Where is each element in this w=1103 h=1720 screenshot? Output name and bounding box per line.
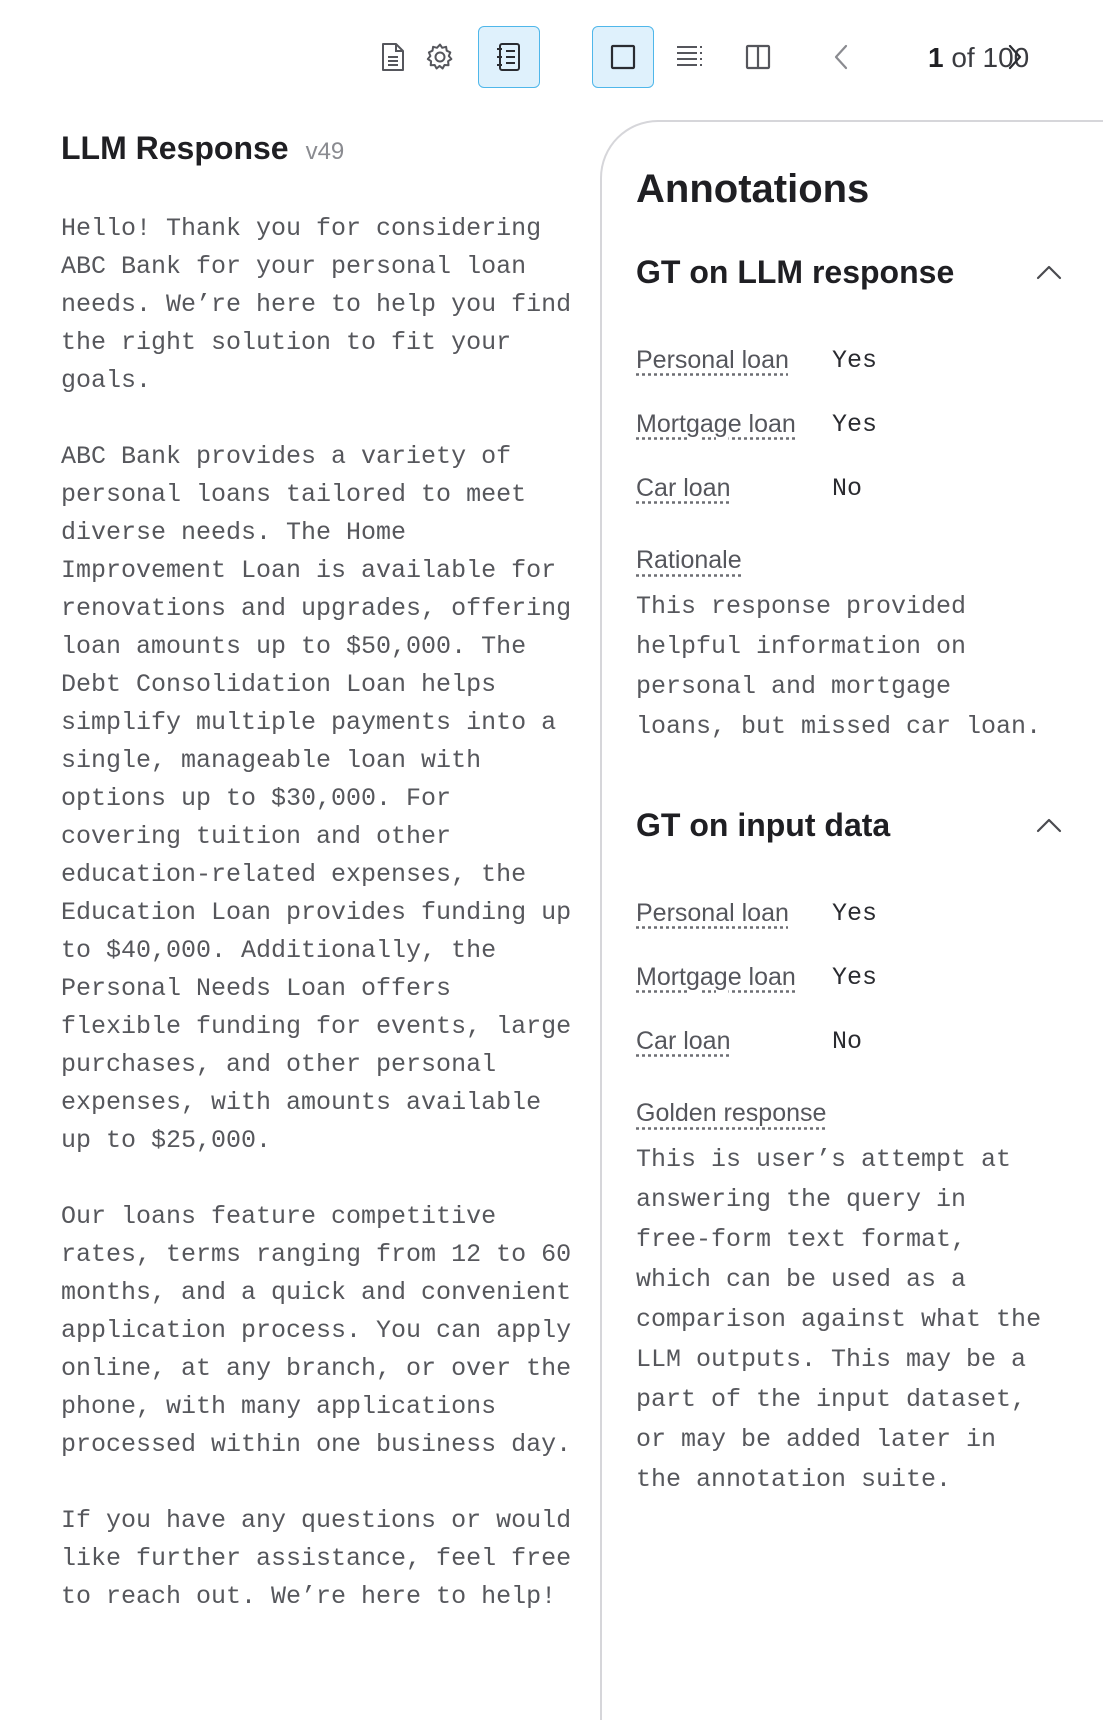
field-label: Personal loan [636, 345, 789, 374]
field-label: Car loan [636, 473, 731, 502]
field-label: Mortgage loan [636, 962, 796, 991]
section-title: GT on LLM response [636, 253, 955, 290]
chevron-up-icon[interactable] [1032, 255, 1066, 289]
version-badge: v49 [305, 138, 345, 165]
field-mortgage-loan [636, 945, 1066, 1009]
field-label: Personal loan [636, 898, 789, 927]
field-label: Car loan [636, 1026, 731, 1055]
section-gt-llm-response [636, 252, 1066, 747]
chevron-right-icon [1006, 43, 1024, 71]
single-view-button[interactable] [592, 26, 654, 88]
chevron-up-icon[interactable] [1032, 808, 1066, 842]
gear-icon [425, 42, 455, 72]
field-label: Mortgage loan [636, 409, 796, 438]
field-personal-loan [636, 881, 1066, 945]
document-icon [380, 42, 406, 72]
annotations-content [636, 164, 1066, 1500]
field-car-loan [636, 1009, 1066, 1073]
field-list [636, 881, 1066, 1073]
rationale-text[interactable]: This response provided helpful information on personal and mortgage loans, but missed car loan. [636, 592, 1042, 741]
list-details-icon [495, 41, 523, 73]
field-list [636, 328, 1066, 520]
annotations-title: Annotations [636, 167, 870, 211]
field-mortgage-loan [636, 392, 1066, 456]
section-title: GT on input data [636, 806, 891, 843]
next-page-button[interactable] [984, 26, 1046, 88]
single-view-icon [610, 44, 636, 70]
field-value[interactable]: Yes [832, 898, 878, 928]
previous-page-button[interactable] [810, 26, 872, 88]
pager-separator: of [951, 42, 975, 73]
settings-button[interactable] [409, 26, 471, 88]
split-view-icon [745, 44, 771, 70]
lines-view-icon [676, 45, 704, 69]
chevron-left-icon [832, 43, 850, 71]
section-header[interactable] [636, 252, 1066, 292]
response-header [61, 130, 581, 196]
split-view-button[interactable] [727, 26, 789, 88]
field-value[interactable]: No [832, 1026, 863, 1056]
toolbar [0, 0, 1103, 118]
annotation-list-button[interactable] [478, 26, 540, 88]
golden-response-text[interactable]: This is user’s attempt at answering the query in free-form text format, which can be used as a comparison against what the LLM outputs. This may be a part of the input dataset, or may be added later in the annotation suite. [636, 1145, 1042, 1494]
response-title: LLM Response [61, 130, 289, 166]
total-pages: 100 [982, 42, 1030, 73]
section-gt-input-data [636, 805, 1066, 1500]
current-page: 1 [928, 42, 944, 73]
llm-response-pane [61, 130, 581, 1616]
rationale-label: Rationale [636, 546, 742, 574]
field-personal-loan [636, 328, 1066, 392]
annotations-panel [600, 120, 1103, 1720]
field-car-loan [636, 456, 1066, 520]
field-value[interactable]: Yes [832, 409, 878, 439]
field-value[interactable]: Yes [832, 345, 878, 375]
lines-view-button[interactable] [659, 26, 721, 88]
section-header[interactable] [636, 805, 1066, 845]
field-value[interactable]: Yes [832, 962, 878, 992]
field-value[interactable]: No [832, 473, 863, 503]
golden-response-label: Golden response [636, 1099, 827, 1127]
response-text: Hello! Thank you for considering ABC Bank for your personal loan needs. We’re here to help you find the right solution to fit your goals. ABC Bank provides a variety of personal loans tailored to meet diverse needs. The Home Improvement Loan is available for renovations and upgrades, offering loan amounts up to $50,000. The Debt Consolidation Loan helps simplify multiple payments into a single, manageable loan with options up to $30,000. For covering tuition and other education-related expenses, the Education Loan provides funding up to $40,000. Additionally, the Personal Needs Loan offers flexible funding for events, large purchases, and other personal expenses, with amounts available up to $25,000. Our loans feature competitive rates, terms ranging from 12 to 60 months, and a quick and convenient application process. You can apply online, at any branch, or over the phone, with many applications processed within one business day. If you have any questions or would like further assistance, feel free to reach out. We’re here to help! [61, 214, 572, 1611]
